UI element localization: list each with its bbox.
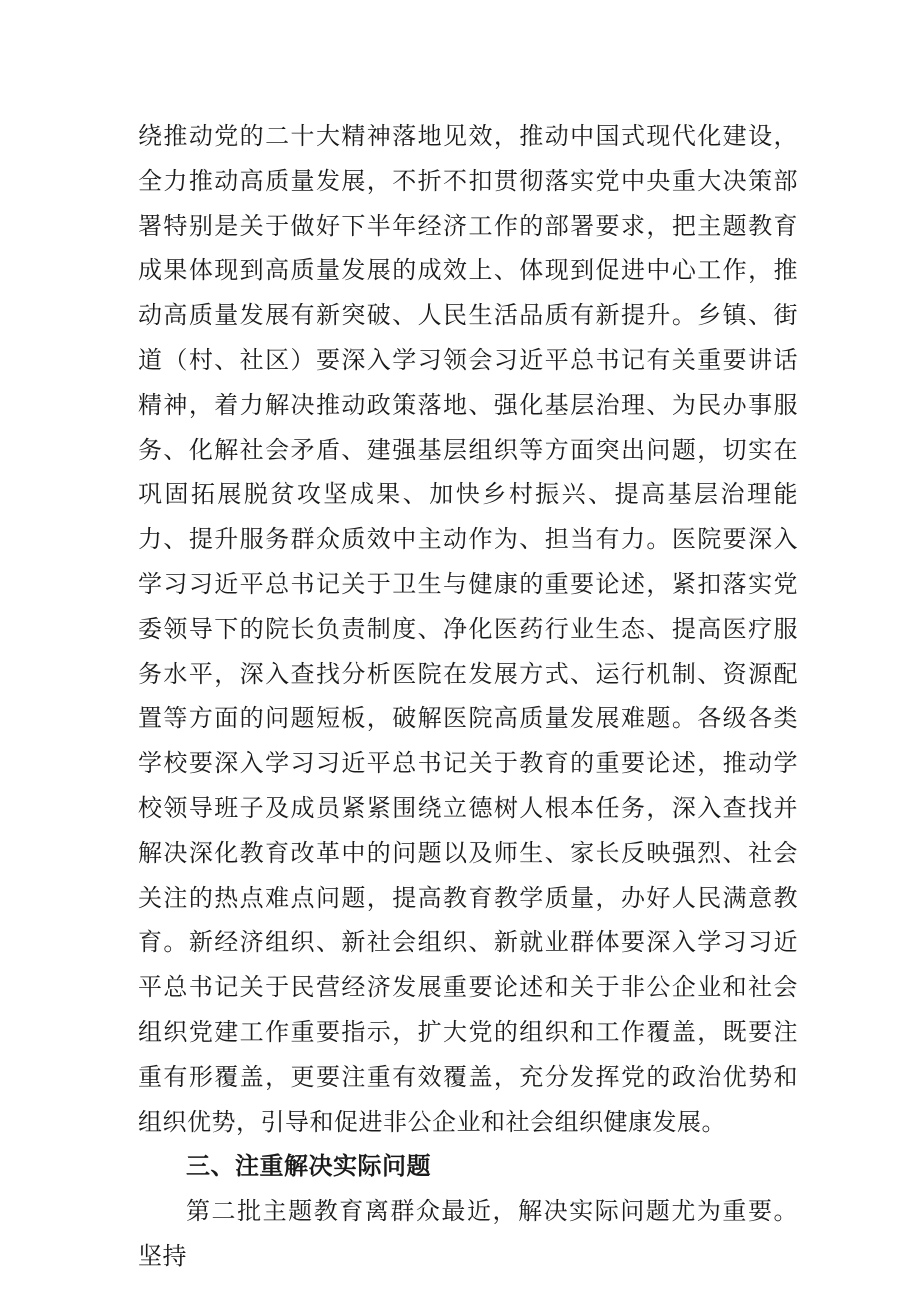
section-heading: 三、注重解决实际问题 <box>186 1152 431 1181</box>
document-body <box>138 114 798 1279</box>
body-paragraph: 绕推动党的二十大精神落地见效，推动中国式现代化建设，全力推动高质量发展，不折不扣贯彻落实党中央重大决策部署特别是关于做好下半年经济工作的部署要求，把主题教育成果体现到高质量发展的成效上、体现到促进中心工作，推动高质量发展有新突破、人民生活品质有新提升。乡镇、街道（村、社区）要深入学习领会习近平总书记有关重要讲话精神，着力解决推动政策落地、强化基层治理、为民办事服务、化解社会矛盾、建强基层组织等方面突出问题，切实在巩固拓展脱贫攻坚成果、加快乡村振兴、提高基层治理能力、提升服务群众质效中主动作为、担当有力。医院要深入学习习近平总书记关于卫生与健康的重要论述，紧扣落实党委领导下的院长负责制度、净化医药行业生态、提高医疗服务水平，深入查找分析医院在发展方式、运行机制、资源配置等方面的问题短板，破解医院高质量发展难题。各级各类学校要深入学习习近平总书记关于教育的重要论述，推动学校领导班子及成员紧紧围绕立德树人根本任务，深入查找并解决深化教育改革中的问题以及师生、家长反映强烈、社会关注的热点难点问题，提高教育教学质量，办好人民满意教育。新经济组织、新社会组织、新就业群体要深入学习习近平总书记关于民营经济发展重要论述和关于非公企业和社会组织党建工作重要指示，扩大党的组织和工作覆盖，既要注重有形覆盖，更要注重有效覆盖，充分发挥党的政治优势和组织优势，引导和促进非公企业和社会组织健康发展。 <box>138 122 798 1136</box>
body-paragraph-continued: 第二批主题教育离群众最近，解决实际问题尤为重要。坚持 <box>138 1197 798 1270</box>
